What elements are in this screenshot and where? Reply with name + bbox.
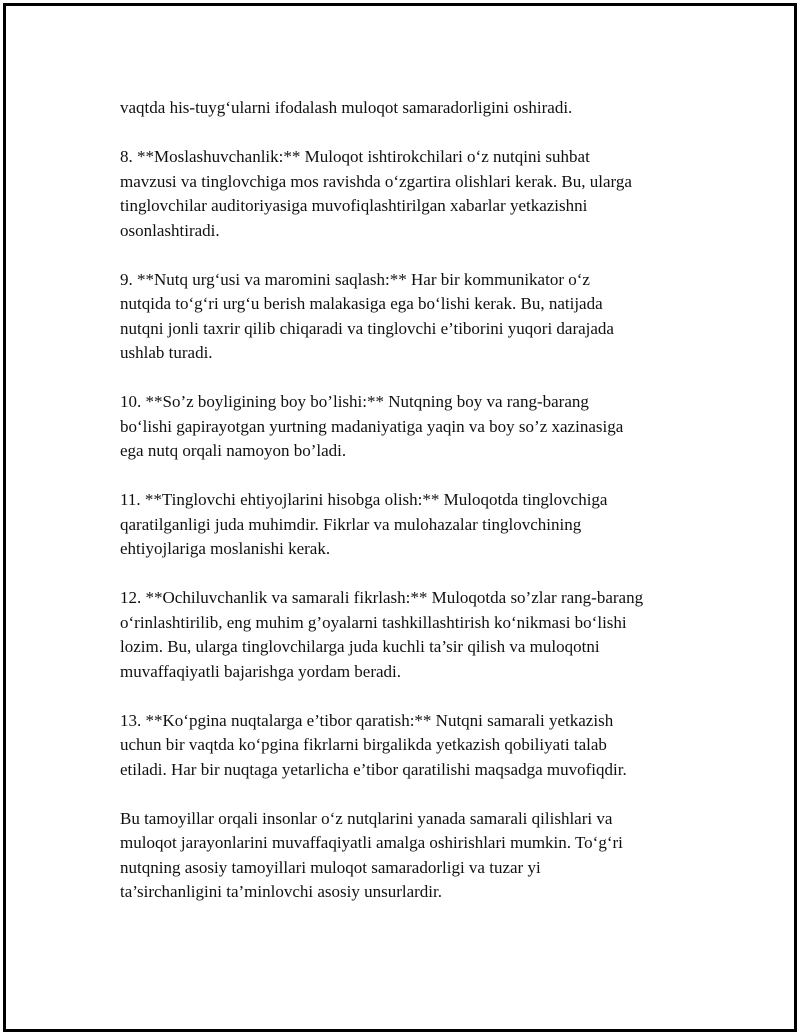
text-line: ehtiyojlariga moslanishi kerak.	[120, 539, 331, 558]
paragraph-item-10	[120, 390, 700, 464]
text-line: 8. **Moslashuvchanlik:** Muloqot ishtirokchilari o‘z nutqini suhbat	[120, 147, 590, 166]
paragraph-item-9	[120, 268, 700, 366]
text-line: ushlab turadi.	[120, 343, 213, 362]
text-line: muloqot jarayonlarini muvaffaqiyatli amalga oshirishlari mumkin. To‘g‘ri	[120, 833, 623, 852]
text-line: 11. **Tinglovchi ehtiyojlarini hisobga olish:** Muloqotda tinglovchiga	[120, 490, 608, 509]
text-line: Bu tamoyillar orqali insonlar o‘z nutqlarini yanada samarali qilishlari va	[120, 808, 613, 828]
text-line: o‘rinlashtirilib, eng muhim g’oyalarni tashkillashtirish ko‘nikmasi bo‘lishi	[120, 612, 627, 632]
text-line: 9. **Nutq urg‘usi va maromini saqlash:** Har bir kommunikator o‘z	[120, 269, 590, 289]
text-line: nutqida to‘g‘ri urg‘u berish malakasiga ega bo‘lishi kerak. Bu, natijada	[120, 294, 603, 313]
text-line: uchun bir vaqtda ko‘pgina fikrlarni birgalikda yetkazish qobiliyati talab	[120, 735, 607, 754]
paragraph-item-13	[120, 709, 700, 783]
document-body	[120, 96, 700, 929]
page-frame	[3, 3, 797, 1032]
text-line: 13. **Ko‘pgina nuqtalarga e’tibor qaratish:** Nutqni samarali yetkazish	[120, 710, 614, 730]
text-line: mavzusi va tinglovchiga mos ravishda o‘zgartira olishlari kerak. Bu, ularga	[120, 171, 632, 191]
text-line: muvaffaqiyatli bajarishga yordam beradi.	[120, 661, 402, 681]
text-line: bo‘lishi gapirayotgan yurtning madaniyatiga yaqin va boy so’z xazinasiga	[120, 416, 624, 436]
paragraph-item-11	[120, 488, 700, 562]
text-line: 12. **Ochiluvchanlik va samarali fikrlash:** Muloqotda so’zlar rang-barang	[120, 588, 644, 607]
text-line: osonlashtiradi.	[120, 220, 220, 240]
text-line: nutqni jonli taxrir qilib chiqaradi va tinglovchi e’tiborini yuqori darajada	[120, 318, 614, 338]
paragraph-continuation	[120, 96, 700, 121]
text-line: qaratilganligi juda muhimdir. Fikrlar va mulohazalar tinglovchining	[120, 514, 582, 534]
paragraph-item-12	[120, 586, 700, 684]
paragraph-item-8	[120, 145, 700, 243]
text-line: ta’sirchanligini ta’minlovchi asosiy unsurlardir.	[120, 882, 442, 901]
text-line: lozim. Bu, ularga tinglovchilarga juda kuchli ta’sir qilish va muloqotni	[120, 637, 600, 656]
text-line: vaqtda his-tuyg‘ularni ifodalash muloqot samaradorligini oshiradi.	[120, 98, 573, 117]
paragraph-conclusion	[120, 807, 700, 905]
text-line: ega nutq orqali namoyon bo’ladi.	[120, 441, 347, 460]
text-line: etiladi. Har bir nuqtaga yetarlicha e’tibor qaratilishi maqsadga muvofiqdir.	[120, 759, 627, 779]
text-line: nutqning asosiy tamoyillari muloqot samaradorligi va tuzar yi	[120, 857, 541, 877]
text-line: tinglovchilar auditoriyasiga muvofiqlashtirilgan xabarlar yetkazishni	[120, 196, 588, 215]
text-line: 10. **So’z boyligining boy bo’lishi:** Nutqning boy va rang-barang	[120, 392, 589, 411]
